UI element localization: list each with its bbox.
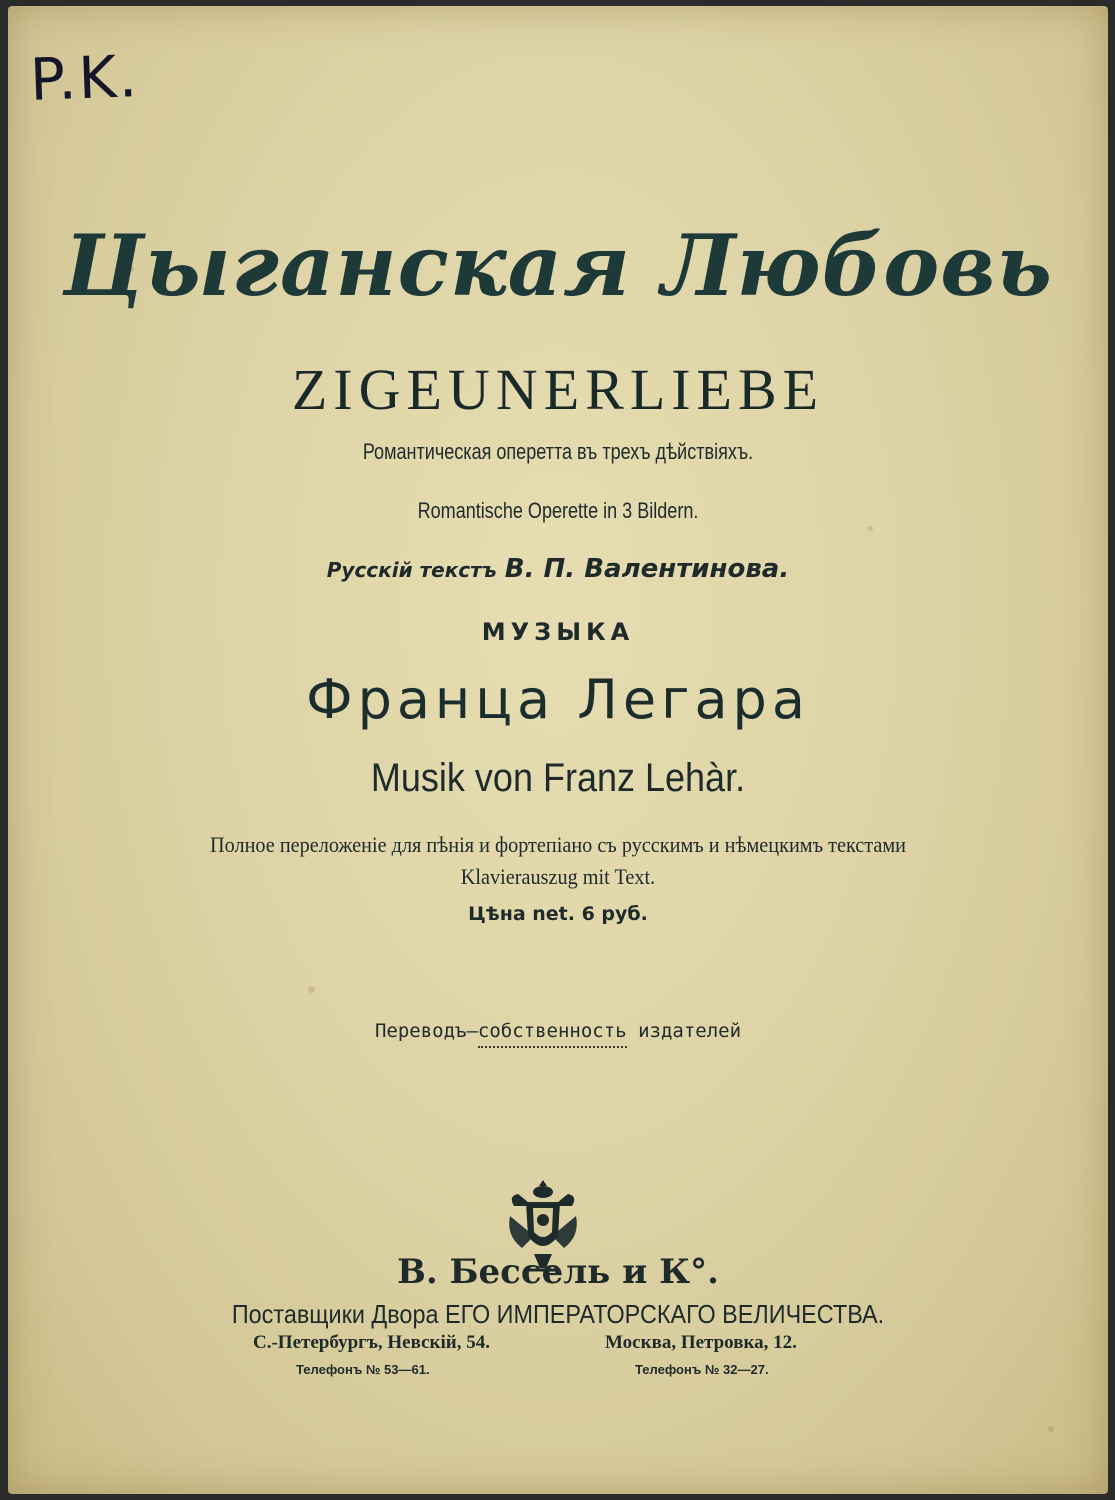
music-label: МУЗЫКА — [481, 618, 635, 646]
paper-stain — [868, 526, 873, 531]
libretto-label: Русскій текстъ — [326, 558, 497, 582]
arrangement-german: Klavierauszug mit Text. — [460, 864, 656, 889]
libretto-author: В. П. Валентинова. — [504, 554, 790, 584]
paper-stain — [308, 986, 315, 993]
subtitle-german: Romantische Operette in 3 Bildern. — [417, 498, 699, 523]
handwritten-note: P.K. — [28, 42, 141, 114]
translation-note-part3: издателей — [626, 1020, 742, 1042]
phone-moscow: Телефонъ № 32—27. — [635, 1362, 769, 1377]
arrangement-russian: Полное переложеніе для пѣнія и фортепіано съ русскимъ и нѣмецкимъ текстами — [210, 832, 906, 857]
composer-german: Musik von Franz Lehàr. — [370, 756, 746, 800]
sheet-music-cover — [8, 6, 1108, 1494]
title-german: ZIGEUNERLIEBE — [291, 357, 825, 422]
publisher-purveyor: Поставщики Двора ЕГО ИМПЕРАТОРСКАГО ВЕЛИЧЕСТВА. — [231, 1299, 885, 1329]
translation-note-part2: собственность — [478, 1020, 627, 1048]
address-moscow: Москва, Петровка, 12. — [605, 1332, 797, 1353]
price: Цѣна net. 6 руб. — [468, 903, 648, 925]
publisher-name: В. Бессель и К°. — [397, 1252, 719, 1292]
translation-note-part1: Переводъ— — [374, 1020, 478, 1042]
title-russian: Цыганская Любовь — [63, 216, 1053, 315]
paper-stain — [1048, 1426, 1054, 1432]
composer-russian: Франца Легара — [306, 668, 810, 731]
translation-rights-note — [8, 1020, 1108, 1042]
subtitle-russian: Романтическая оперетта въ трехъ дѣйствіяхъ. — [362, 439, 754, 464]
address-st-petersburg: С.-Петербургъ, Невскій, 54. — [253, 1332, 490, 1353]
libretto-credit — [8, 554, 1108, 584]
phone-st-petersburg: Телефонъ № 53—61. — [296, 1362, 430, 1377]
